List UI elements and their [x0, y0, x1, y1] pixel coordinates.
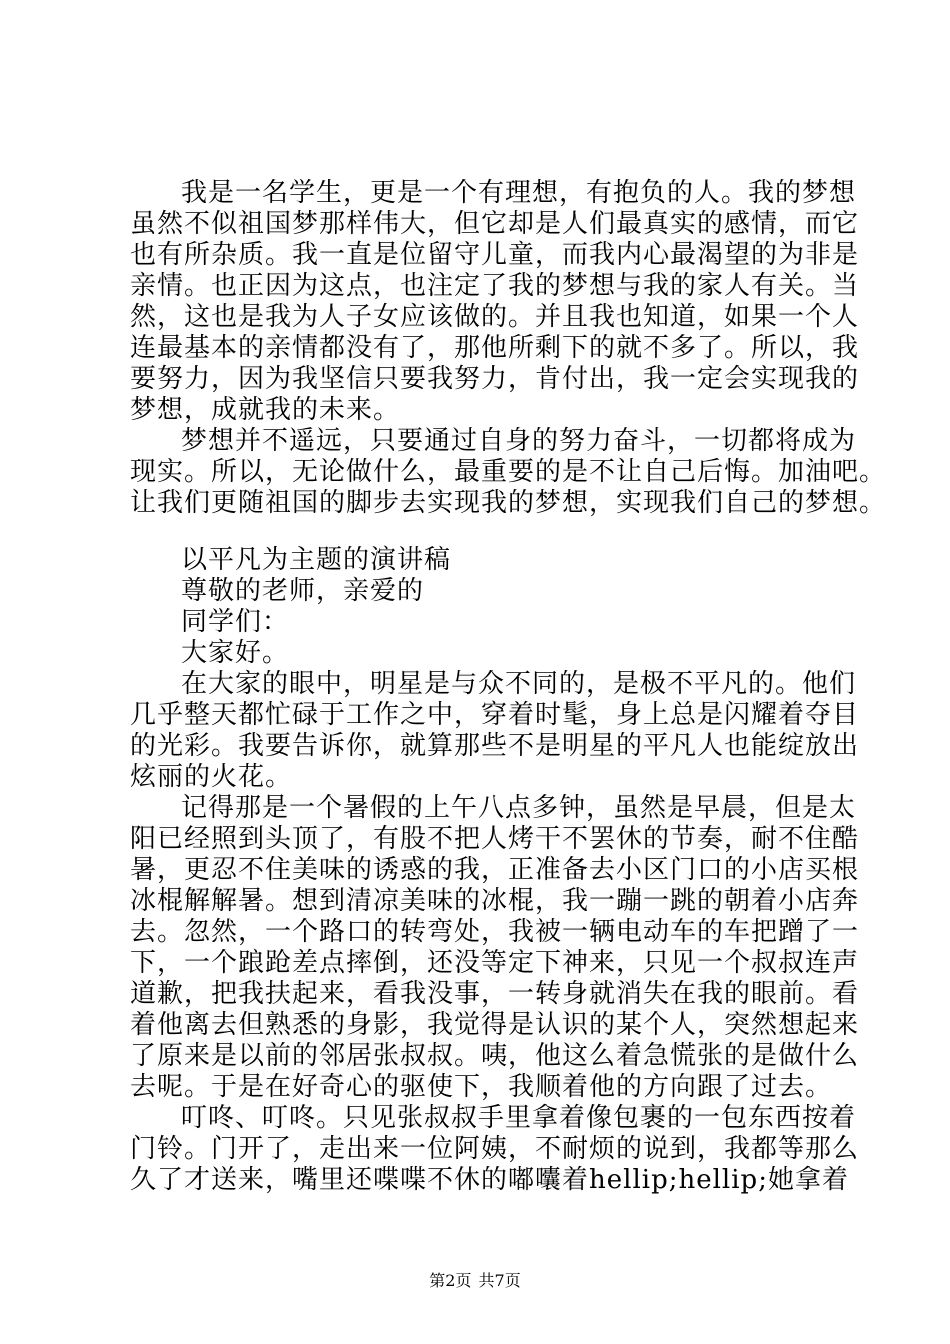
paragraph-line: 炫丽的火花。	[130, 762, 293, 792]
paragraph-line: 几乎整天都忙碌于工作之中，穿着时髦，身上总是闪耀着夺目	[130, 700, 860, 730]
paragraph-line: 记得那是一个暑假的上午八点多钟，虽然是早晨，但是太	[181, 793, 857, 823]
paragraph-line: 冰棍解解暑。想到清凉美味的冰棍，我一蹦一跳的朝着小店奔	[130, 886, 860, 916]
paragraph-line: 亲情。也正因为这点，也注定了我的梦想与我的家人有关。当	[130, 271, 860, 301]
greeting-line: 大家好。	[181, 638, 290, 668]
speech-title: 以平凡为主题的演讲稿	[181, 545, 452, 575]
salutation-line: 同学们：	[181, 607, 290, 637]
paragraph-line: 阳已经照到头顶了，有股不把人烤干不罢休的节奏，耐不住酷	[130, 824, 860, 854]
paragraph-line: 去。忽然，一个路口的转弯处，我被一辆电动车的车把蹭了一	[130, 917, 860, 947]
page-number: 第2页	[429, 1271, 472, 1290]
paragraph-line: 了原来是以前的邻居张叔叔。咦，他这么着急慌张的是做什么	[130, 1041, 860, 1071]
paragraph-line: 现实。所以，无论做什么，最重要的是不让自己后悔。加油吧。	[130, 457, 887, 487]
paragraph-line: 要努力，因为我坚信只要我努力，肯付出，我一定会实现我的	[130, 364, 860, 394]
paragraph-line: 让我们更随祖国的脚步去实现我的梦想，实现我们自己的梦想。	[130, 488, 887, 518]
paragraph-line: 去呢。于是在好奇心的驱使下，我顺着他的方向跟了过去。	[130, 1072, 833, 1102]
paragraph-line: 下，一个踉跄差点摔倒，还没等定下神来，只见一个叔叔连声	[130, 948, 860, 978]
paragraph-line: 也有所杂质。我一直是位留守儿童，而我内心最渴望的为非是	[130, 240, 860, 270]
paragraph-line: 梦想，成就我的未来。	[130, 395, 401, 425]
paragraph-line: 暑，更忍不住美味的诱惑的我，正准备去小区门口的小店买根	[130, 855, 860, 885]
salutation-line: 尊敬的老师，亲爱的	[181, 576, 425, 606]
paragraph-line: 然，这也是我为人子女应该做的。并且我也知道，如果一个人	[130, 302, 860, 332]
paragraph-line: 虽然不似祖国梦那样伟大，但它却是人们最真实的感情，而它	[130, 209, 860, 239]
paragraph-line: 道歉，把我扶起来，看我没事，一转身就消失在我的眼前。看	[130, 979, 860, 1009]
paragraph-line: 梦想并不遥远，只要通过自身的努力奋斗，一切都将成为	[181, 426, 857, 456]
paragraph-line: 的光彩。我要告诉你，就算那些不是明星的平凡人也能绽放出	[130, 731, 860, 761]
paragraph-line: 门铃。门开了，走出来一位阿姨，不耐烦的说到，我都等那么	[130, 1134, 860, 1164]
paragraph-line: 我是一名学生，更是一个有理想，有抱负的人。我的梦想	[181, 178, 857, 208]
paragraph-line: 久了才送来，嘴里还喋喋不休的嘟囔着hellip;hellip;她拿着	[130, 1165, 849, 1195]
paragraph-line: 叮咚、叮咚。只见张叔叔手里拿着像包裹的一包东西按着	[181, 1103, 857, 1133]
page-total: 共7页	[478, 1271, 521, 1290]
paragraph-line: 在大家的眼中，明星是与众不同的，是极不平凡的。他们	[181, 669, 857, 699]
page-footer	[0, 1271, 950, 1291]
paragraph-line: 连最基本的亲情都没有了，那他所剩下的就不多了。所以，我	[130, 333, 860, 363]
paragraph-line: 着他离去但熟悉的身影，我觉得是认识的某个人，突然想起来	[130, 1010, 860, 1040]
